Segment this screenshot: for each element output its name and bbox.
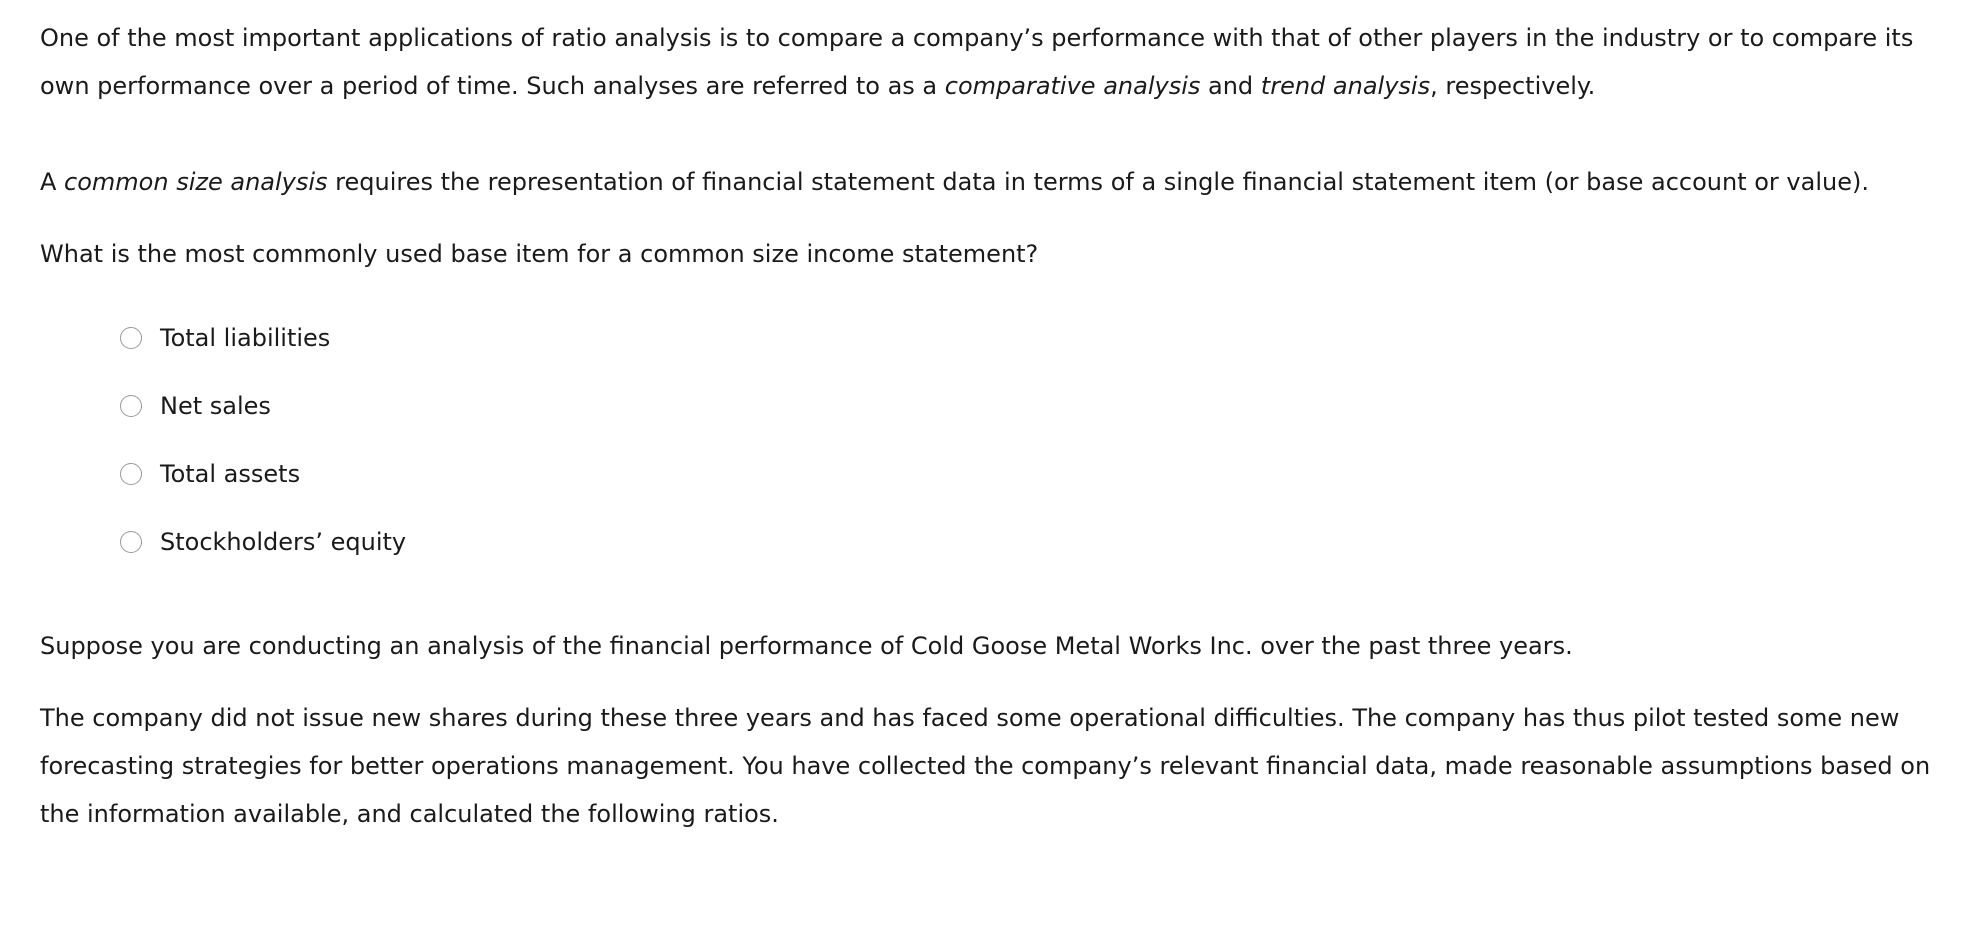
intro-paragraph [40,14,1940,110]
term-trend-analysis: trend analysis [1260,72,1431,100]
option-label[interactable]: Stockholders’ equity [160,528,407,556]
intro-text-end: , respectively. [1430,72,1596,100]
question-content [40,14,1940,838]
common-size-paragraph [40,158,1940,206]
radio-button[interactable] [120,531,142,553]
radio-button[interactable] [120,395,142,417]
option-total-liabilities[interactable] [120,304,1940,372]
option-stockholders-equity[interactable] [120,508,1940,576]
option-total-assets[interactable] [120,440,1940,508]
option-label[interactable]: Net sales [160,392,271,420]
intro-text-start: One of the most important applications of ratio analysis is to compare a company’s performance with that of other players in the industry or to compare its own performance over a period of time. Such analyses are referred to as a [40,24,1914,100]
common-size-text-start: A [40,168,65,196]
scenario-paragraph: Suppose you are conducting an analysis of the financial performance of Cold Goose Metal Works Inc. over the past three years. [40,632,1573,660]
intro-text-between: and [1200,72,1261,100]
answer-options [120,304,1940,576]
radio-button[interactable] [120,327,142,349]
question-text: What is the most commonly used base item for a common size income statement? [40,240,1039,268]
option-net-sales[interactable] [120,372,1940,440]
details-paragraph: The company did not issue new shares during these three years and has faced some operational difficulties. The company has thus pilot tested some new forecasting strategies for better operations management. You have collected the company’s relevant financial data, made reasonable assumptions based on the information available, and calculated the following ratios. [40,704,1931,828]
term-comparative-analysis: comparative analysis [944,72,1201,100]
common-size-text-end: requires the representation of financial statement data in terms of a single financial statement item (or base account or value). [327,168,1869,196]
term-common-size-analysis: common size analysis [64,168,328,196]
option-label[interactable]: Total liabilities [160,324,331,352]
option-label[interactable]: Total assets [160,460,301,488]
radio-button[interactable] [120,463,142,485]
